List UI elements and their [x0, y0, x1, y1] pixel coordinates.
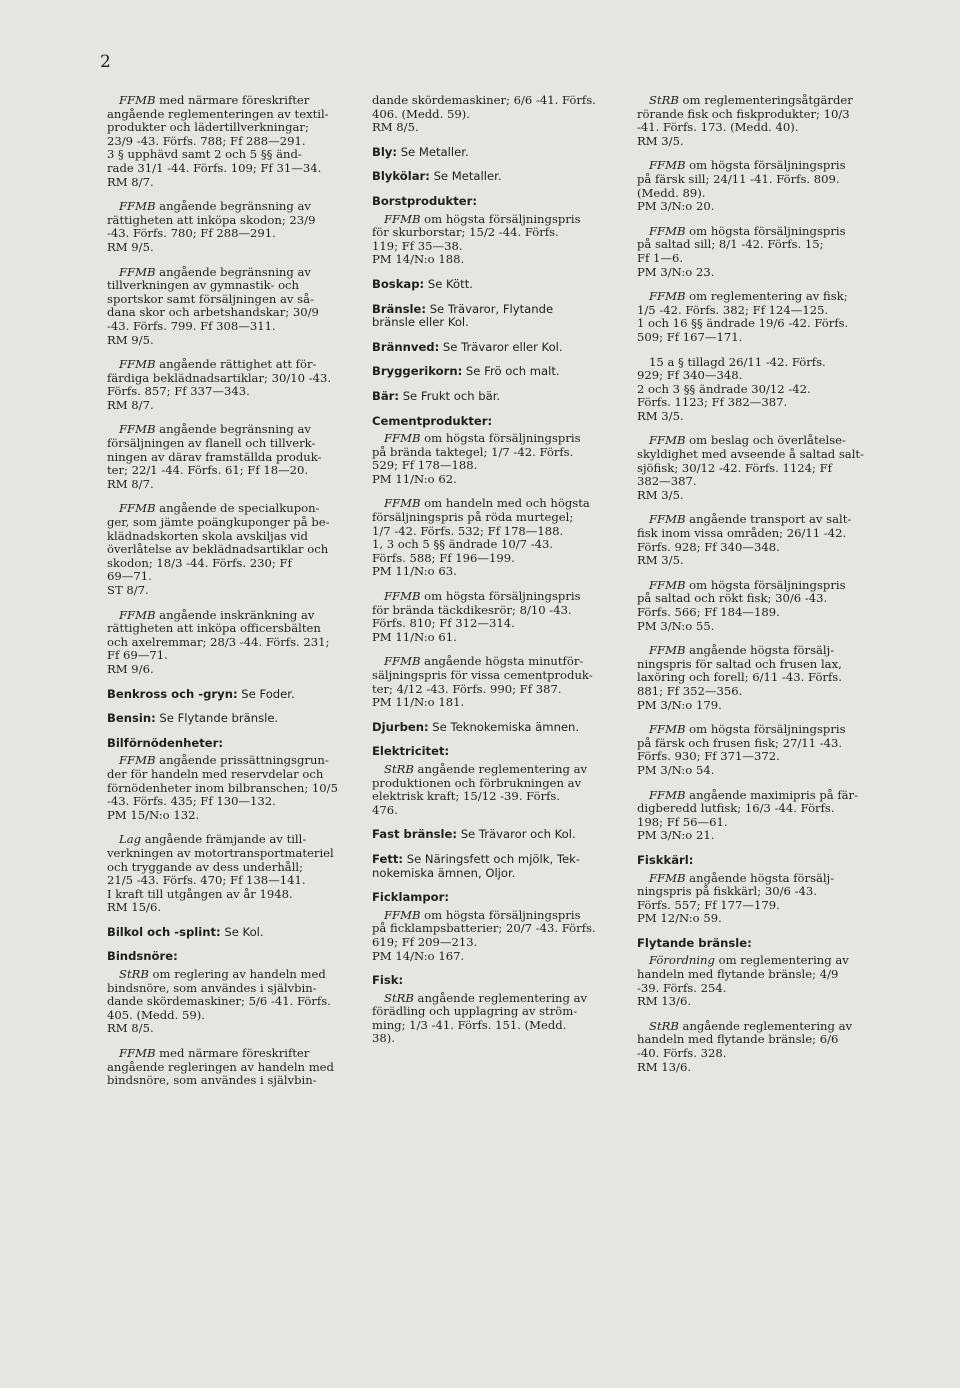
entry-line: för brända täckdikesrör; 8/10 -43.: [372, 602, 572, 617]
entry-line: för skurborstar; 15/2 -44. Förfs.: [372, 225, 559, 240]
entry-line: dande skördemaskiner; 6/6 -41. Förfs.: [372, 93, 596, 107]
entry-line: 1/7 -42. Förfs. 532; Ff 178—188.: [372, 523, 564, 538]
heading-term: Fiskkärl:: [637, 852, 694, 867]
entry-line: rättigheten att inköpa officersbälten: [107, 621, 321, 636]
entry-line: PM 3/N:o 54.: [637, 762, 715, 777]
entry-line: förnödenheter inom bilbranschen; 10/5: [107, 780, 338, 795]
index-entry: [107, 200, 359, 254]
entry-line: Förordning om reglementering av: [649, 953, 849, 968]
heading-term: Fett:: [372, 851, 404, 866]
entry-line: Förfs. 810; Ff 312—314.: [372, 616, 515, 631]
entry-line: FFMB angående högsta försälj-: [649, 643, 835, 658]
index-heading: [372, 195, 622, 209]
index-heading: [372, 170, 622, 184]
entry-line: FFMB angående prissättningsgrun-: [119, 753, 329, 768]
heading-reference: Se Kol.: [220, 924, 264, 939]
entry-line: 476.: [372, 802, 398, 817]
entry-line: FFMB angående begränsning av: [119, 199, 311, 214]
entry-line: försäljningen av flanell och tillverk-: [107, 436, 316, 451]
entry-line: -43. Förfs. 780; Ff 288—291.: [107, 226, 276, 241]
entry-line: PM 11/N:o 181.: [372, 695, 465, 710]
entry-line: handeln med flytande bränsle; 6/6: [637, 1032, 839, 1047]
entry-line: på saltad och rökt fisk; 30/6 -43.: [637, 591, 828, 606]
heading-term: Ficklampor:: [372, 890, 449, 905]
index-entry: [637, 513, 889, 567]
entry-line: 1/5 -42. Förfs. 382; Ff 124—125.: [637, 302, 829, 317]
heading-reference: Se Teknokemiska ämnen.: [428, 719, 580, 734]
entry-line: 2 och 3 §§ ändrade 30/12 -42.: [637, 381, 811, 396]
entry-line: ter; 4/12 -43. Förfs. 990; Ff 387.: [372, 681, 562, 696]
heading-term: Borstprodukter:: [372, 193, 477, 208]
index-heading: [637, 937, 889, 951]
entry-line: 38).: [372, 1031, 395, 1046]
page-number: 2: [100, 52, 111, 72]
entry-line: 529; Ff 178—188.: [372, 458, 478, 473]
index-entry: [107, 358, 359, 412]
heading-term: Bränsle:: [372, 301, 427, 316]
entry-line: på brända taktegel; 1/7 -42. Förfs.: [372, 444, 574, 459]
entry-line: RM 9/5.: [107, 332, 154, 347]
entry-line: 405. (Medd. 59).: [107, 1007, 205, 1022]
index-entry: [372, 590, 622, 644]
entry-line: RM 8/7.: [107, 476, 154, 491]
index-entry: [637, 644, 889, 712]
entry-line: 23/9 -43. Förfs. 788; Ff 288—291.: [107, 133, 306, 148]
entry-line: FFMB angående högsta minutför-: [384, 654, 584, 669]
entry-line: PM 14/N:o 188.: [372, 252, 465, 267]
index-entry: [372, 94, 622, 135]
entry-line: Ff 69—71.: [107, 648, 168, 663]
entry-line: 382—387.: [637, 474, 697, 489]
entry-line: ger, som jämte poängkuponger på be-: [107, 515, 330, 530]
index-entry: [372, 909, 622, 963]
index-entry: [107, 502, 359, 597]
entry-line: på saltad sill; 8/1 -42. Förfs. 15;: [637, 237, 824, 252]
entry-line: 929; Ff 340—348.: [637, 368, 743, 383]
heading-term: Bilförnödenheter:: [107, 735, 224, 750]
entry-line: färdiga beklädnadsartiklar; 30/10 -43.: [107, 370, 332, 385]
index-entry: [107, 833, 359, 915]
entry-line: ST 8/7.: [107, 583, 149, 597]
entry-line: FFMB angående de specialkupon-: [119, 501, 320, 516]
heading-term: Bilkol och -splint:: [107, 924, 221, 939]
index-entry: [637, 94, 889, 148]
entry-line: PM 3/N:o 23.: [637, 264, 715, 279]
index-entry: [372, 992, 622, 1046]
heading-term: Brännved:: [372, 339, 440, 354]
index-entry: [107, 94, 359, 189]
entry-line: bindsnöre, som användes i självbin-: [107, 1073, 317, 1088]
entry-line: ter; 22/1 -44. Förfs. 61; Ff 18—20.: [107, 463, 309, 478]
heading-reference: Se Frukt och bär.: [399, 388, 501, 403]
index-entry: [637, 434, 889, 502]
entry-line: rättigheten att inköpa skodon; 23/9: [107, 212, 316, 227]
entry-line: FFMB angående rättighet att för-: [119, 357, 317, 372]
heading-reference: Se Näringsfett och mjölk, Tek-: [403, 851, 580, 866]
index-entry: [637, 723, 889, 777]
entry-line: laxöring och forell; 6/11 -43. Förfs.: [637, 670, 842, 685]
index-entry: [637, 225, 889, 279]
entry-line: RM 8/7.: [107, 174, 154, 189]
entry-line: 69—71.: [107, 569, 152, 584]
index-heading: [107, 688, 359, 702]
entry-line: ningspris på fiskkärl; 30/6 -43.: [637, 884, 817, 899]
entry-line: skodon; 18/3 -44. Förfs. 230; Ff: [107, 555, 292, 570]
entry-line: handeln med flytande bränsle; 4/9: [637, 967, 839, 982]
entry-line: StRB angående reglementering av: [384, 990, 588, 1005]
column-3: [637, 94, 889, 1085]
heading-term: Flytande bränsle:: [637, 935, 752, 950]
index-entry: [107, 423, 359, 491]
heading-reference: Se Frö och malt.: [462, 364, 560, 379]
entry-line: bindsnöre, som användes i självbin-: [107, 980, 317, 995]
entry-line: RM 13/6.: [637, 994, 692, 1009]
index-entry: [372, 432, 622, 486]
entry-line: -41. Förfs. 173. (Medd. 40).: [637, 120, 799, 135]
entry-line: FFMB om högsta försäljningspris: [384, 431, 581, 446]
entry-line: PM 3/N:o 179.: [637, 697, 722, 712]
index-entry: [637, 579, 889, 633]
index-entry: [637, 789, 889, 843]
entry-line: Ff 1—6.: [637, 250, 684, 265]
entry-line: RM 3/5.: [637, 133, 684, 148]
entry-line: FFMB om högsta försäljningspris: [384, 589, 581, 604]
heading-term: Bensin:: [107, 711, 156, 726]
entry-line: produktionen och förbrukningen av: [372, 775, 582, 790]
index-heading: [372, 828, 622, 842]
entry-line: Förfs. 557; Ff 177—179.: [637, 897, 780, 912]
entry-line: I kraft till utgången av år 1948.: [107, 886, 293, 901]
entry-line: FFMB med närmare föreskrifter: [119, 93, 310, 107]
entry-line: FFMB om reglementering av fisk;: [649, 289, 848, 304]
entry-line: StRB om reglementeringsåtgärder: [649, 93, 853, 107]
index-heading: [372, 390, 622, 404]
entry-line: klädnadskorten skola avskiljas vid: [107, 528, 308, 543]
entry-line: Förfs. 1123; Ff 382—387.: [637, 395, 788, 410]
entry-line: 881; Ff 352—356.: [637, 683, 743, 698]
entry-line: dana skor och arbetshandskar; 30/9: [107, 305, 319, 320]
entry-line: Lag angående främjande av till-: [119, 832, 307, 847]
entry-line: produkter och lädertillverkningar;: [107, 120, 309, 135]
index-heading: [372, 721, 622, 735]
entry-line: 1 och 16 §§ ändrade 19/6 -42. Förfs.: [637, 316, 849, 331]
index-entry: [372, 497, 622, 579]
entry-line: överlåtelse av beklädnadsartiklar och: [107, 542, 329, 557]
entry-line: FFMB angående maximipris på fär-: [649, 787, 859, 802]
entry-line: 3 § upphävd samt 2 och 5 §§ änd-: [107, 147, 302, 162]
entry-line: elektrisk kraft; 15/12 -39. Förfs.: [372, 789, 561, 804]
entry-line: Förfs. 588; Ff 196—199.: [372, 550, 515, 565]
entry-line: RM 8/7.: [107, 397, 154, 412]
entry-line: -43. Förfs. 799. Ff 308—311.: [107, 318, 276, 333]
index-heading: [372, 415, 622, 429]
entry-line: PM 11/N:o 62.: [372, 471, 457, 486]
entry-line: FFMB om handeln med och högsta: [384, 496, 590, 511]
index-entry: [107, 1047, 359, 1088]
entry-line: tillverkningen av gymnastik- och: [107, 278, 300, 293]
entry-line: PM 14/N:o 167.: [372, 948, 465, 963]
column-1: [107, 94, 359, 1099]
entry-line: Förfs. 857; Ff 337—343.: [107, 384, 250, 399]
index-heading: [372, 278, 622, 292]
entry-line: der för handeln med reservdelar och: [107, 766, 324, 781]
entry-line: FFMB om beslag och överlåtelse-: [649, 433, 846, 448]
index-heading: [372, 365, 622, 379]
entry-line: Förfs. 928; Ff 340—348.: [637, 539, 780, 554]
heading-term: Fisk:: [372, 973, 404, 988]
entry-line: FFMB om högsta försäljningspris: [649, 158, 846, 173]
heading-term: Fast bränsle:: [372, 827, 458, 842]
entry-line: PM 15/N:o 132.: [107, 807, 200, 822]
entry-line: 509; Ff 167—171.: [637, 329, 743, 344]
entry-line: FFMB angående högsta försälj-: [649, 870, 835, 885]
entry-line: (Medd. 89).: [637, 185, 706, 200]
heading-term: Elektricitet:: [372, 744, 450, 759]
heading-term: Bär:: [372, 388, 400, 403]
entry-line: FFMB angående begränsning av: [119, 422, 311, 437]
entry-line: RM 3/5.: [637, 487, 684, 502]
index-entry: [372, 213, 622, 267]
entry-line: och tryggande av dess underhåll;: [107, 859, 304, 874]
heading-reference: Se Trävaror eller Kol.: [439, 339, 563, 354]
entry-line: StRB angående reglementering av: [649, 1018, 853, 1033]
entry-line: FFMB om högsta försäljningspris: [649, 722, 846, 737]
entry-line: PM 11/N:o 63.: [372, 564, 457, 579]
entry-line: FFMB med närmare föreskrifter: [119, 1046, 310, 1061]
index-entry: [107, 609, 359, 677]
index-entry: [372, 655, 622, 709]
entry-line: 119; Ff 35—38.: [372, 238, 463, 253]
heading-reference: Se Foder.: [237, 686, 295, 701]
entry-line: StRB om reglering av handeln med: [119, 967, 326, 982]
entry-line: verkningen av motortransportmateriel: [107, 845, 334, 860]
index-entry: [372, 763, 622, 817]
entry-line: FFMB om högsta försäljningspris: [384, 211, 581, 226]
entry-line: 1, 3 och 5 §§ ändrade 10/7 -43.: [372, 537, 554, 552]
index-heading: [372, 853, 622, 880]
entry-line: RM 15/6.: [107, 900, 162, 915]
entry-line: digberedd lutfisk; 16/3 -44. Förfs.: [637, 801, 835, 816]
index-heading: [107, 737, 359, 751]
heading-term: Djurben:: [372, 719, 429, 734]
heading-reference: Se Kött.: [424, 276, 473, 291]
entry-line: sportskor samt försäljningen av så-: [107, 291, 314, 306]
index-heading: [372, 303, 622, 330]
entry-line: 15 a § tillagd 26/11 -42. Förfs.: [649, 354, 826, 369]
entry-line: dande skördemaskiner; 5/6 -41. Förfs.: [107, 994, 331, 1009]
index-heading: [372, 745, 622, 759]
index-entry: [107, 754, 359, 822]
entry-line: FFMB angående begränsning av: [119, 264, 311, 279]
entry-line: på färsk och frusen fisk; 27/11 -43.: [637, 735, 843, 750]
index-heading: [637, 854, 889, 868]
heading-reference: Se Flytande bränsle.: [155, 711, 279, 726]
heading-term: Blykölar:: [372, 169, 430, 184]
entry-line: ningspris för saltad och frusen lax,: [637, 656, 842, 671]
index-entry: [637, 356, 889, 424]
entry-line: Förfs. 930; Ff 371—372.: [637, 749, 780, 764]
index-entry: [637, 1020, 889, 1074]
entry-line: 619; Ff 209—213.: [372, 934, 478, 949]
entry-line: säljningspris för vissa cementproduk-: [372, 668, 593, 682]
entry-line: och axelremmar; 28/3 -44. Förfs. 231;: [107, 634, 330, 649]
entry-line: PM 3/N:o 20.: [637, 199, 715, 214]
entry-line: RM 8/5.: [372, 120, 419, 135]
entry-line: på färsk sill; 24/11 -41. Förfs. 809.: [637, 171, 840, 186]
index-entry: [637, 872, 889, 926]
heading-reference: Se Metaller.: [397, 144, 469, 159]
entry-line: Förfs. 566; Ff 184—189.: [637, 605, 780, 619]
entry-line: rade 31/1 -44. Förfs. 109; Ff 31—34.: [107, 160, 322, 175]
entry-line: 406. (Medd. 59).: [372, 106, 470, 121]
entry-line: RM 3/5.: [637, 408, 684, 423]
index-entry: [637, 290, 889, 344]
entry-line: RM 13/6.: [637, 1059, 692, 1074]
heading-reference-cont: nokemiska ämnen, Oljor.: [372, 865, 516, 880]
entry-line: 198; Ff 56—61.: [637, 814, 728, 829]
entry-line: FFMB angående transport av salt-: [649, 512, 852, 527]
entry-line: fisk inom vissa områden; 26/11 -42.: [637, 526, 847, 541]
entry-line: försäljningspris på röda murtegel;: [372, 510, 574, 525]
entry-line: PM 3/N:o 55.: [637, 618, 715, 633]
index-heading: [372, 974, 622, 988]
heading-term: Boskap:: [372, 276, 425, 291]
heading-term: Bryggerikorn:: [372, 364, 463, 379]
heading-reference-cont: bränsle eller Kol.: [372, 315, 469, 330]
index-entry: [107, 266, 359, 348]
heading-term: Bindsnöre:: [107, 949, 178, 964]
index-heading: [372, 146, 622, 160]
entry-line: -39. Förfs. 254.: [637, 980, 727, 995]
entry-line: PM 11/N:o 61.: [372, 629, 457, 644]
entry-line: angående reglementeringen av textil-: [107, 106, 329, 121]
entry-line: förädling och upplagring av ström-: [372, 1004, 578, 1019]
entry-line: skyldighet med avseende å saltad salt-: [637, 447, 864, 462]
index-heading: [107, 950, 359, 964]
index-entry: [637, 159, 889, 213]
index-entry: [107, 968, 359, 1036]
index-heading: [372, 341, 622, 355]
entry-line: ming; 1/3 -41. Förfs. 151. (Medd.: [372, 1017, 567, 1032]
entry-line: PM 12/N:o 59.: [637, 911, 722, 926]
heading-term: Cementprodukter:: [372, 413, 493, 428]
entry-line: FFMB om högsta försäljningspris: [384, 907, 581, 922]
entry-line: StRB angående reglementering av: [384, 761, 588, 776]
heading-term: Bly:: [372, 144, 398, 159]
entry-line: RM 3/5.: [637, 553, 684, 568]
index-heading: [107, 926, 359, 940]
entry-line: RM 8/5.: [107, 1021, 154, 1036]
entry-line: sjöfisk; 30/12 -42. Förfs. 1124; Ff: [637, 460, 832, 475]
index-heading: [372, 891, 622, 905]
heading-reference: Se Trävaror, Flytande: [426, 301, 554, 316]
entry-line: FFMB om högsta försäljningspris: [649, 577, 846, 592]
entry-line: PM 3/N:o 21.: [637, 828, 715, 843]
heading-reference: Se Metaller.: [429, 169, 502, 184]
entry-line: FFMB om högsta försäljningspris: [649, 223, 846, 238]
heading-term: Benkross och -gryn:: [107, 686, 238, 701]
entry-line: -40. Förfs. 328.: [637, 1046, 727, 1061]
entry-line: ningen av därav framställda produk-: [107, 449, 322, 464]
entry-line: på ficklampsbatterier; 20/7 -43. Förfs.: [372, 921, 596, 936]
entry-line: 21/5 -43. Förfs. 470; Ff 138—141.: [107, 873, 306, 888]
column-2: [372, 94, 622, 1057]
index-heading: [107, 712, 359, 726]
entry-line: FFMB angående inskränkning av: [119, 607, 315, 622]
entry-line: RM 9/6.: [107, 661, 154, 676]
heading-reference: Se Trävaror och Kol.: [457, 827, 576, 842]
entry-line: rörande fisk och fiskprodukter; 10/3: [637, 106, 850, 121]
entry-line: angående regleringen av handeln med: [107, 1059, 334, 1074]
index-entry: [637, 954, 889, 1008]
entry-line: RM 9/5.: [107, 239, 154, 254]
entry-line: -43. Förfs. 435; Ff 130—132.: [107, 794, 276, 809]
